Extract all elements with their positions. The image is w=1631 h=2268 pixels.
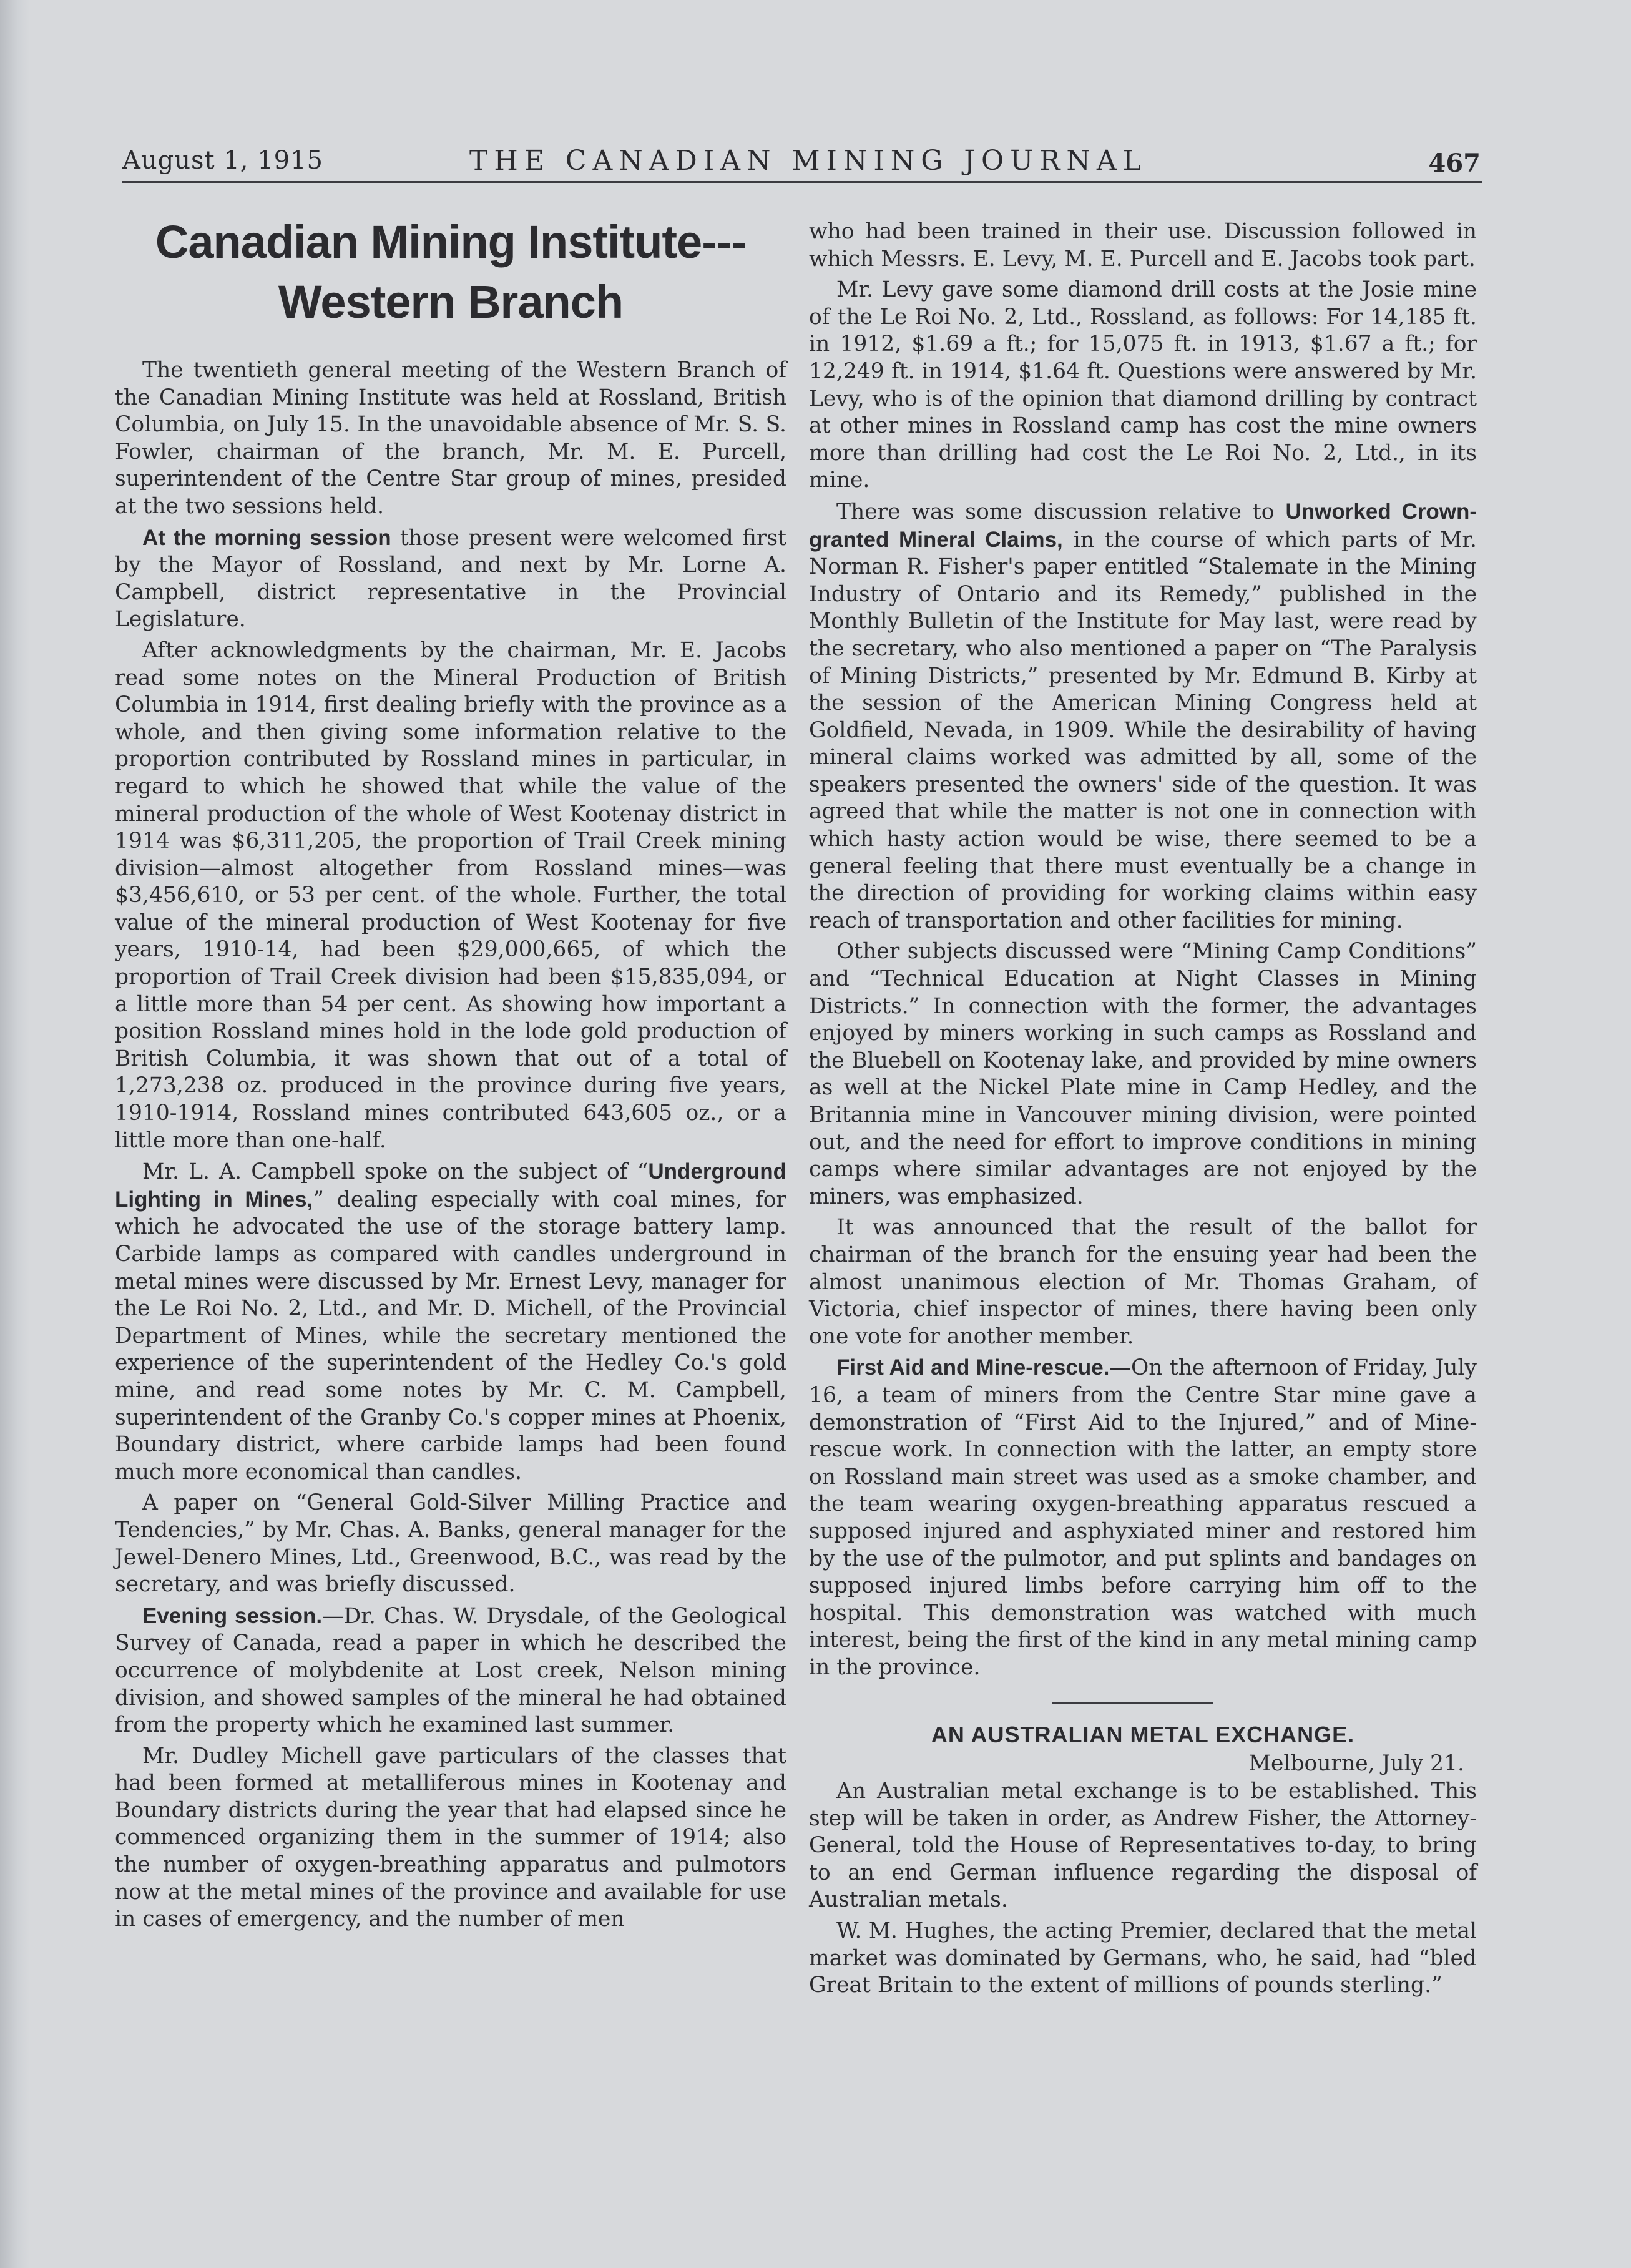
unworked-claims-heading: Unworked Crown-granted Mineral Claims, <box>809 499 1477 552</box>
right-column <box>809 218 1477 2000</box>
morning-session-text: those present were welcomed first by the Mayor of Rossland, and next by Mr. Lorne A. Campbell, district representative in the Provincial Legislature. <box>115 525 786 632</box>
first-aid-text: —On the afternoon of Friday, July 16, a team of miners from the Centre Star mine gave a demonstration of “First Aid to the Injured,” and of Mine-rescue work. In connection with the latter, an empty store on Rossland main street was used as a smoke chamber, and the team wearing oxygen-breathing apparatus rescued a supposed injured and asphyxiated miner and restored him by the use of the pulmotor, and put splints and bandages on supposed injured limbs before carrying him off to the hospital. This demonstration was watched with much interest, being the first of the kind in any metal mining camp in the province. <box>809 1355 1477 1680</box>
article-paragraph-5: A paper on “General Gold-Silver Milling Practice and Tendencies,” by Mr. Chas. A. Banks, general manager for the Jewel-Denero Mines, Ltd., Greenwood, B.C., was read by the secretary, and was briefly discussed. <box>115 1490 786 1598</box>
underground-lighting-heading: Underground Lighting in Mines, <box>115 1159 786 1212</box>
exchange-heading: AN AUSTRALIAN METAL EXCHANGE. <box>931 1722 1355 1748</box>
exchange-dateline: Melbourne, July 21. <box>1248 1751 1464 1777</box>
article-paragraph-1: The twentieth general meeting of the Western Branch of the Canadian Mining Institute was held at Rossland, British Columbia, on July 15. In the unavoidable absence of Mr. S. S. Fowler, chairman of the branch, Mr. M. E. Purcell, superintendent of the Centre Star group of mines, presided at the two sessions held. <box>115 358 786 519</box>
article-paragraph-12: It was announced that the result of the ballot for chairman of the branch for the ensuing year had been the almost unanimous election of Mr. Thomas Graham, of Victoria, chief inspector of mines, there having been only one vote for another member. <box>809 1215 1477 1349</box>
morning-session-lead: At the morning session <box>142 525 391 550</box>
article-paragraph-3: After acknowledgments by the chairman, Mr. E. Jacobs read some notes on the Mineral Production of British Columbia in 1914, first dealing briefly with the province as a whole, and then giving some information relative to the proportion contributed by Rossland mines in particular, in regard to which he showed that while the value of the mineral production of the whole of West Kootenay district in 1914 was $6,311,205, the proportion of Trail Creek mining division—almost altogether from Rossland mines—was $3,456,610, or 53 per cent. of the whole. Further, the total value of the mineral production of West Kootenay for five years, 1910-14, had been $29,000,665, of which the proportion of Trail Creek division had been $15,835,094, or a little more than 54 per cent. As showing how important a position Rossland mines hold in the lode gold production of British Columbia, it was shown that out of a total of 1,273,238 oz. produced in the province during five years, 1910-1914, Rossland mines contributed 643,605 oz., or a little more than one-half. <box>115 637 786 1153</box>
article-paragraph-8: who had been trained in their use. Discussion followed in which Messrs. E. Levy, M. E. Purcell and E. Jacobs took part. <box>809 219 1477 272</box>
exchange-paragraph-1: An Australian metal exchange is to be established. This step will be taken in order, as Andrew Fisher, the Attorney-General, told the House of Representatives to-day, to bring to an end German influence regarding the disposal of Australian metals. <box>809 1779 1477 1913</box>
article-title-line1: Canadian Mining Institute--- <box>155 216 747 268</box>
first-aid-lead: First Aid and Mine-rescue. <box>836 1355 1110 1380</box>
paragraph-10-intro: There was some discussion relative to <box>836 499 1286 524</box>
header-rule <box>122 181 1482 183</box>
article-paragraph-10 <box>809 498 1477 935</box>
left-column <box>115 212 786 1933</box>
paragraph-4-body: ” dealing especially with coal mines, for which he advocated the use of the storage battery lamp. Carbide lamps as compared with candles underground in metal mines were discussed by Mr. Ernest Levy, manager for the Le Roi No. 2, Ltd., and Mr. D. Michell, of the Provincial Department of Mines, while the secretary mentioned the experience of the superintendent of the Hedley Co.'s gold mine, and read some notes by Mr. C. M. Campbell, superintendent of the Granby Co.'s copper mines at Phoenix, Boundary district, where carbide lamps had been found much more economical than candles. <box>115 1187 786 1485</box>
exchange-paragraph-2: W. M. Hughes, the acting Premier, declared that the metal market was dominated by Germans, who, he said, had “bled Great Britain to the extent of millions of pounds sterling.” <box>809 1918 1477 1998</box>
running-header <box>122 141 1481 179</box>
page-gutter-shadow <box>0 0 30 2268</box>
paragraph-4-intro: Mr. L. A. Campbell spoke on the subject of “ <box>142 1159 649 1185</box>
evening-session-lead: Evening session. <box>142 1603 323 1628</box>
article-paragraph-6 <box>115 1603 786 1739</box>
evening-session-text: —Dr. Chas. W. Drysdale, of the Geological Survey of Canada, read a paper in which he described the occurrence of molybdenite at Lost creek, Nelson mining division, and showed samples of the mineral he had obtained from the property which he examined last summer. <box>115 1603 786 1738</box>
article-paragraph-13 <box>809 1354 1477 1681</box>
article-paragraph-7: Mr. Dudley Michell gave particulars of the classes that had been formed at metalliferous mines in Kootenay and Boundary districts during the year that had elapsed since he commenced organizing them in the summer of 1914; also the number of oxygen-breathing apparatus and pulmotors now at the metal mines of the province and available for use in cases of emergency, and the number of men <box>115 1743 786 1932</box>
article-paragraph-11: Other subjects discussed were “Mining Camp Conditions” and “Technical Education at Night Classes in Mining Districts.” In connection with the former, the advantages enjoyed by miners working in such camps as Rossland and the Bluebell on Kootenay lake, and provided by mine owners as well at the Nickel Plate mine in Camp Hedley, and the Britannia mine in Vancouver mining division, were pointed out, and the need for effort to improve conditions in mining camps where similar advantages are not enjoyed by the miners, was emphasized. <box>809 939 1477 1209</box>
article-title <box>115 212 786 332</box>
section-divider <box>1052 1702 1213 1704</box>
article-paragraph-4 <box>115 1158 786 1486</box>
paragraph-10-body: in the course of which parts of Mr. Norman R. Fisher's paper entitled “Stalemate in the Mining Industry of Ontario and its Remedy,” published in the Monthly Bulletin of the Institute for May last, were read by the secretary, who also mentioned a paper on “The Paralysis of Mining Districts,” presented by Mr. Edmund B. Kirby at the session of the American Mining Congress held at Goldfield, Nevada, in 1909. While the desirability of having mineral claims worked was admitted by all, some of the speakers presented the owners' side of the question. It was agreed that while the matter is not one in connection with which hasty action would be wise, there seemed to be a general feeling that there must eventually be a change in the direction of providing for working claims within easy reach of transportation and other facilities for mining. <box>809 527 1477 933</box>
article-paragraph-2 <box>115 524 786 634</box>
article-title-line2: Western Branch <box>278 276 624 328</box>
journal-masthead: THE CANADIAN MINING JOURNAL <box>469 145 1147 177</box>
issue-date: August 1, 1915 <box>122 146 324 175</box>
article-paragraph-9: Mr. Levy gave some diamond drill costs at the Josie mine of the Le Roi No. 2, Ltd., Rossland, as follows: For 14,185 ft. in 1912, $1.69 a ft.; for 15,075 ft. in 1913, $1.67 a ft.; for 12,249 ft. in 1914, $1.64 ft. Questions were answered by Mr. Levy, who is of the opinion that diamond drilling by contract at other mines in Rossland camp has cost the mine owners more than drilling had cost the Le Roi No. 2, Ltd., in its mine. <box>809 277 1477 493</box>
page-number: 467 <box>1428 149 1481 178</box>
